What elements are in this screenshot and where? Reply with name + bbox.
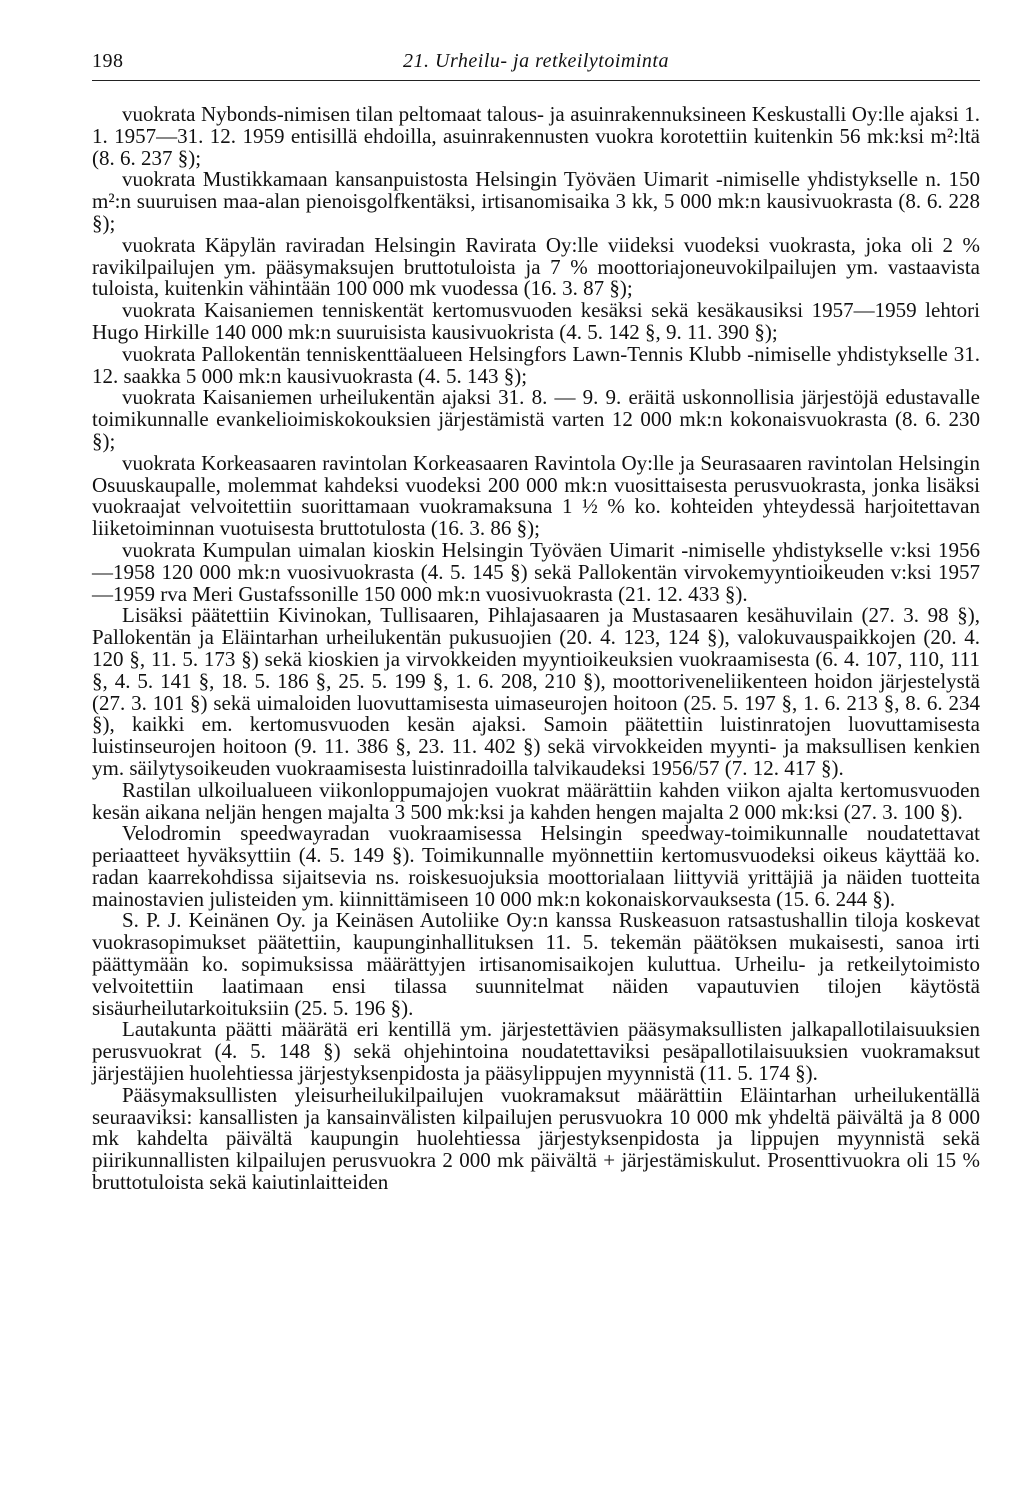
paragraph: vuokrata Kaisaniemen tenniskentät kertomusvuoden kesäksi sekä kesäkausiksi 1957—1959 lehtori Hugo Hirkille 140 000 mk:n suuruisista kausivuokrista (4. 5. 142 §, 9. 11. 390 §); [92, 298, 980, 344]
paragraph: Lautakunta päätti määrätä eri kentillä ym. järjestettävien pääsymaksullisten jalkapallotilaisuuksien perusvuokrat (4. 5. 148 §) sekä ohjehintoina noudatettaviksi pesäpallotilaisuuksien vuokramaksut järjestäjien huolehtiessa järjestyksenpidosta ja pääsylippujen myynnistä (11. 5. 174 §). [92, 1017, 980, 1086]
paragraph: Rastilan ulkoilualueen viikonloppumajojen vuokrat määrättiin kahden viikon ajalta kertomusvuoden kesän aikana neljän hengen majalta 3 500 mk:ksi ja kahden hengen majalta 2 000 mk:ksi (27. 3. 100 §). [92, 777, 980, 824]
paragraph: vuokrata Kaisaniemen urheilukentän ajaksi 31. 8. — 9. 9. eräitä uskonnollisia järjestöjä edustavalle toimikunnalle evankelioimiskokouksien järjestämistä varten 12 000 mk:n kokonaisvuokrasta (8. 6. 230 §); [92, 385, 980, 453]
paragraph: vuokrata Käpylän raviradan Helsingin Ravirata Oy:lle viideksi vuodeksi vuokrasta, joka oli 2 % ravikilpailujen ym. pääsymaksujen bruttotuloista ja 7 % moottoriajoneuvokilpailujen ym. vastaavista tuloista, kuitenkin vähintään 100 000 mk vuodessa (16. 3. 87 §); [92, 232, 980, 301]
body-text [92, 104, 980, 1194]
paragraph: S. P. J. Keinänen Oy. ja Keinäsen Autoliike Oy:n kanssa Ruskeasuon ratsastushallin tiloja koskevat vuokrasopimukset päätettiin, kaupunginhallituksen 11. 5. tekemän päätöksen mukaisesti, sanoa irti päättymään ko. sopimuksissa määrättyjen irtisanomisaikojen kuluttua. Urheilu- ja retkeilytoimisto velvoitettiin laatimaan ensi tilassa suunnitelmat näiden vapautuvien tilojen käytöstä sisäurheilutarkoituksiin (25. 5. 196 §). [92, 908, 980, 1020]
paragraph: vuokrata Kumpulan uimalan kioskin Helsingin Työväen Uimarit -nimiselle yhdistykselle v:ksi 1956—1958 120 000 mk:n vuosivuokrasta (4. 5. 145 §) sekä Pallokentän virvokemyyntioikeuden v:ksi 1957—1959 rva Meri Gustafssonille 150 000 mk:n vuosivuokrasta (21. 12. 433 §). [92, 537, 980, 606]
running-title: 21. Urheilu- ja retkeilytoiminta [403, 50, 669, 72]
paragraph: vuokrata Korkeasaaren ravintolan Korkeasaaren Ravintola Oy:lle ja Seurasaaren ravintolan Helsingin Osuuskaupalle, molemmat kahdeksi vuodeksi 200 000 mk:n vuosittaisesta perusvuokrasta, jonka lisäksi vuokraajat velvoitettiin suorittamaan vuokramaksuna 1 ½ % ko. kohteiden yhteydessä harjoitettavan liiketoiminnan vuotuisesta bruttotulosta (16. 3. 86 §); [92, 450, 980, 541]
paragraph: vuokrata Nybonds-nimisen tilan peltomaat talous- ja asuinrakennuksineen Keskustalli Oy:lle ajaksi 1. 1. 1957—31. 12. 1959 entisillä ehdoilla, asuinrakennusten vuokra korotettiin kuitenkin 56 mk:ksi m²:ltä (8. 6. 237 §); [92, 102, 980, 170]
paragraph: Lisäksi päätettiin Kivinokan, Tullisaaren, Pihlajasaaren ja Mustasaaren kesähuvilain (27. 3. 98 §), Pallokentän ja Eläintarhan urheilukentän pukusuojien (20. 4. 123, 124 §), valokuvauspaikkojen (20. 4. 120 §, 11. 5. 173 §) sekä kioskien ja virvokkeiden myyntioikeuksien vuokraamisesta (6. 4. 107, 110, 111 §, 4. 5. 141 §, 18. 5. 186 §, 25. 5. 199 §, 1. 6. 208, 210 §), moottoriveneliikenteen hoidon järjestelystä (27. 3. 101 §) sekä uimaloiden luovuttamisesta uimaseurojen hoitoon (25. 5. 197 §, 1. 6. 213 §, 8. 6. 234 §), kaikki em. kertomusvuoden kesän ajaksi. Samoin päätettiin luistinratojen luovuttamisesta luistinseurojen hoitoon (9. 11. 386 §, 23. 11. 402 §) sekä virvokkeiden myynti- ja maksullisen kenkien ym. säilytysoikeuden vuokraamisesta luistinradoilla talvikaudeksi 1956/57 (7. 12. 417 §). [92, 603, 980, 780]
paragraph: Pääsymaksullisten yleisurheilukilpailujen vuokramaksut määrättiin Eläintarhan urheilukentällä seuraaviksi: kansallisten ja kansainvälisten kilpailujen perusvuokra 10 000 mk yhdeltä päivältä ja 8 000 mk kahdelta päivältä kaupungin huolehtiessa järjestyksenpidosta ja lippujen myynnistä sekä piirikunnallisten kilpailujen perusvuokra 2 000 mk päivältä + järjestämiskulut. Prosenttivuokra oli 15 % bruttotuloista sekä kaiutinlaitteiden [92, 1082, 980, 1195]
header-rule [92, 80, 980, 81]
paragraph: vuokrata Pallokentän tenniskenttäalueen Helsingfors Lawn-Tennis Klubb -nimiselle yhdistykselle 31. 12. saakka 5 000 mk:n kausivuokrasta (4. 5. 143 §); [92, 341, 980, 388]
page-number: 198 [92, 50, 124, 72]
paragraph: Velodromin speedwayradan vuokraamisessa Helsingin speedway-toimikunnalle noudatettavat periaatteet hyväksyttiin (4. 5. 149 §). Toimikunnalle myönnettiin kertomusvuodeksi oikeus käyttää ko. radan kaarrekohdissa sijaitsevia ns. roiskesuojuksia moottorialaan liittyviä yrittäjiä ja näiden tuotteita mainostavien julisteiden ym. kiinnittämiseen 10 000 mk:n kokonaiskorvauksesta (15. 6. 244 §). [92, 821, 980, 911]
paragraph: vuokrata Mustikkamaan kansanpuistosta Helsingin Työväen Uimarit -nimiselle yhdistykselle n. 150 m²:n suuruisen maa-alan pienoisgolfkentäksi, irtisanomisaika 3 kk, 5 000 mk:n kausivuokrasta (8. 6. 228 §); [92, 167, 980, 235]
page-header [92, 50, 980, 78]
